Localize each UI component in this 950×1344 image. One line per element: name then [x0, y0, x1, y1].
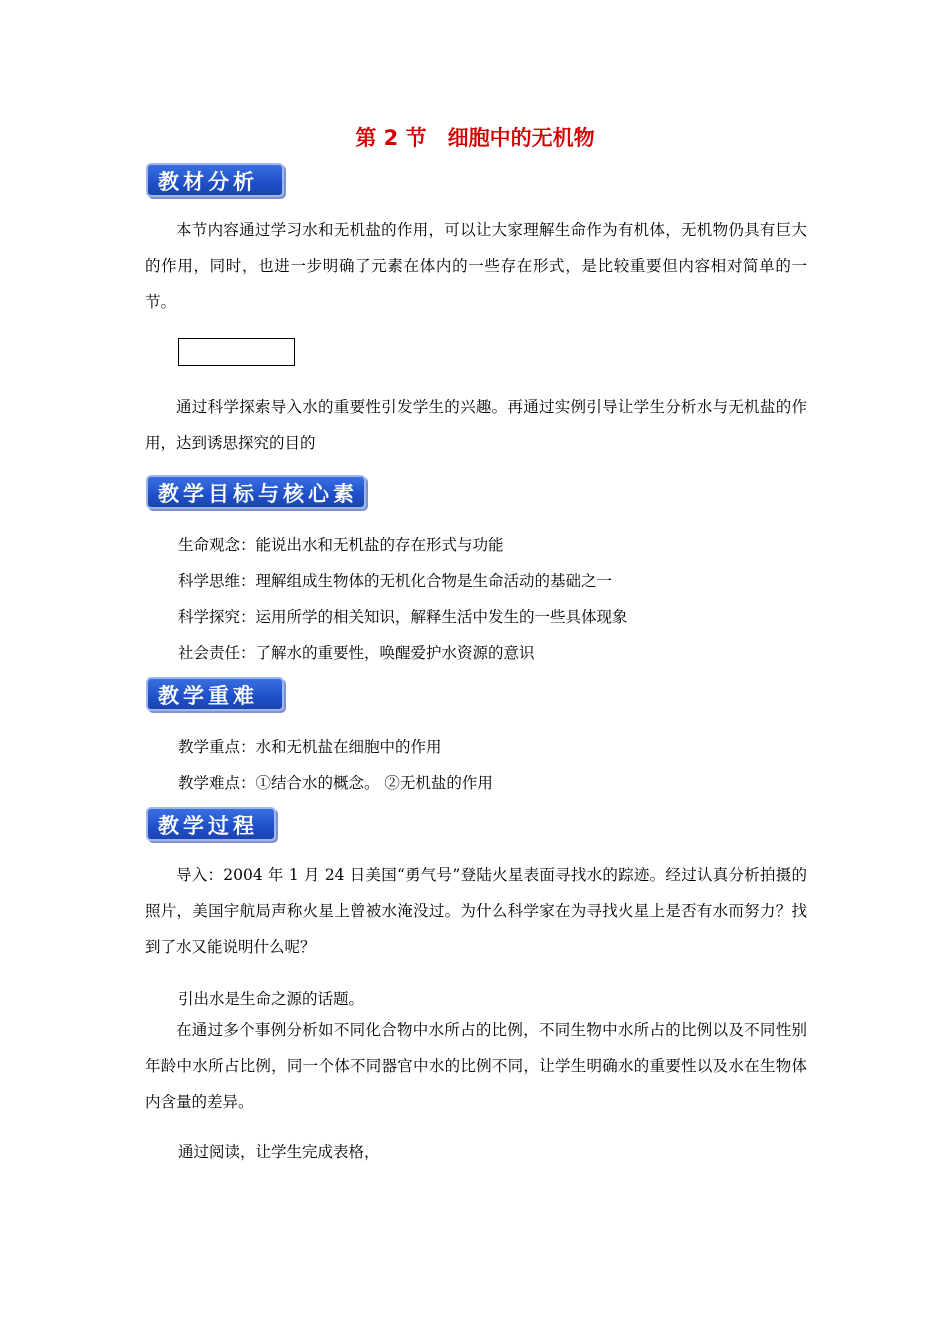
keypoint-item: 教学重点：水和无机盐在细胞中的作用: [178, 738, 442, 756]
section-heading-keypoints: 教学重难点: [146, 677, 284, 711]
analysis-paragraph: 本节内容通过学习水和无机盐的作用，可以让大家理解生命作为有机体，无机物仍具有巨大的作用，同时，也进一步明确了元素在体内的一些存在形式，是比较重要但内容相对简单的一节。: [145, 221, 807, 311]
goal-item: 生命观念：能说出水和无机盐的存在形式与功能: [178, 536, 504, 554]
keypoint-item: 教学难点：①结合水的概念。 ②无机盐的作用: [178, 774, 493, 792]
goal-item: 社会责任：了解水的重要性，唤醒爱护水资源的意识: [178, 644, 535, 662]
page-title: 第 2 节 细胞中的无机物: [355, 126, 595, 150]
section-heading-goals: 教学目标与核心素养: [146, 475, 366, 509]
empty-box: [178, 338, 295, 366]
goal-item: 科学探究：运用所学的相关知识，解释生活中发生的一些具体现象: [178, 608, 628, 626]
section-heading-analysis: 教材分析: [146, 163, 284, 197]
process-paragraph-2: 引出水是生命之源的话题。: [178, 990, 365, 1008]
goal-item: 科学思维：理解组成生物体的无机化合物是生命活动的基础之一: [178, 572, 613, 590]
process-paragraph-4: 通过阅读，让学生完成表格，: [178, 1143, 380, 1161]
analysis-paragraph-2: 通过科学探索导入水的重要性引发学生的兴趣。再通过实例引导让学生分析水与无机盐的作用，达到诱思探究的目的: [145, 398, 807, 452]
section-heading-process: 教学过程: [146, 807, 276, 841]
process-paragraph-3: 在通过多个事例分析如不同化合物中水所占的比例，不同生物中水所占的比例以及不同性别年龄中水所占比例，同一个体不同器官中水的比例不同，让学生明确水的重要性以及水在生物体内含量的差异。: [145, 1021, 807, 1111]
process-paragraph-1: 导入：2004 年 1 月 24 日美国“勇气号”登陆火星表面寻找水的踪迹。经过认真分析拍摄的照片，美国宇航局声称火星上曾被水淹没过。为什么科学家在为寻找火星上是否有水而努力？找到了水又能说明什么呢？: [145, 866, 807, 956]
